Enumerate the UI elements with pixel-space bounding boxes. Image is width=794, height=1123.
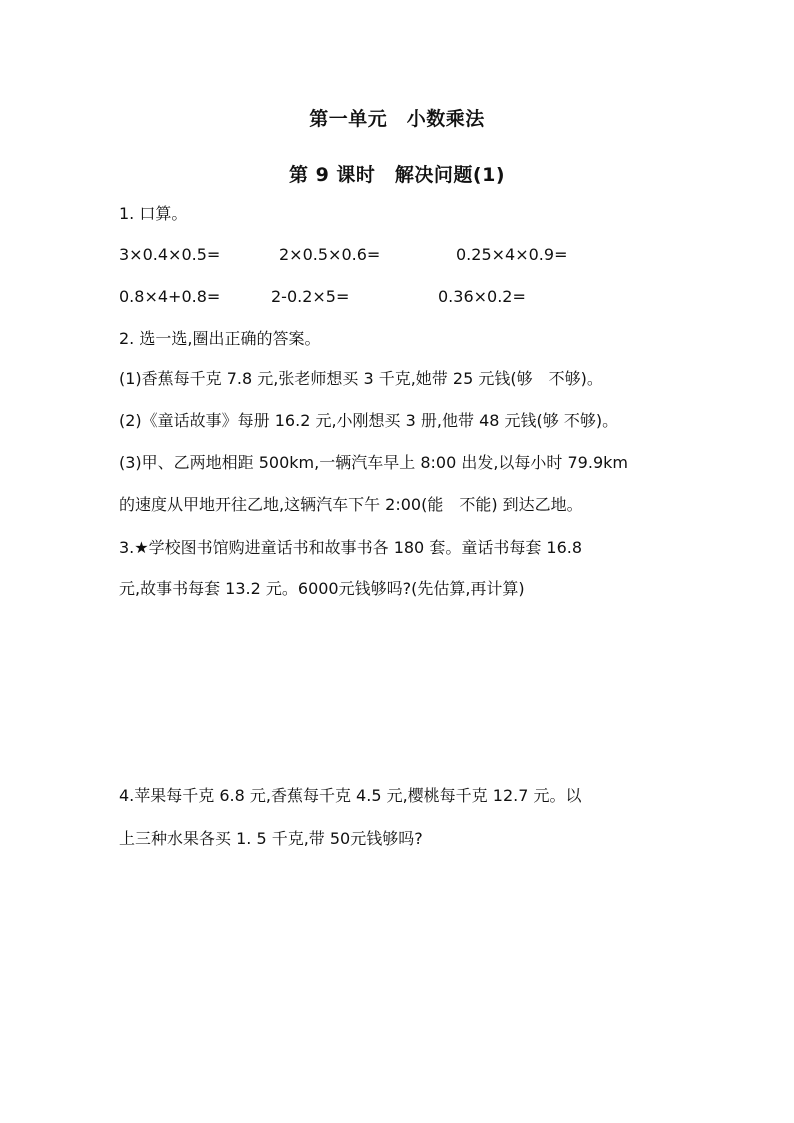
question-3-line-2: 元,故事书每套 13.2 元。6000元钱够吗?(先估算,再计算) — [119, 579, 525, 598]
lesson-title: 第 9 课时 解决问题(1) — [288, 164, 506, 186]
question-3-line-1: 3.★学校图书馆购进童话书和故事书各 180 套。童话书每套 16.8 — [119, 538, 583, 557]
calc-item: 2×0.5×0.6= — [279, 245, 381, 264]
question-2-heading: 2. 选一选,圈出正确的答案。 — [119, 329, 321, 348]
unit-title: 第一单元 小数乘法 — [309, 108, 485, 130]
question-1-heading: 1. 口算。 — [119, 204, 188, 223]
calc-item: 0.8×4+0.8= — [119, 287, 221, 306]
question-2-item-3: (3)甲、乙两地相距 500km,一辆汽车早上 8:00 出发,以每小时 79.9km — [119, 453, 628, 472]
question-4-line-1: 4.苹果每千克 6.8 元,香蕉每千克 4.5 元,樱桃每千克 12.7 元。以 — [119, 786, 582, 805]
calc-item: 0.36×0.2= — [438, 287, 526, 306]
question-2-item-2: (2)《童话故事》每册 16.2 元,小刚想买 3 册,他带 48 元钱(够 不够)。 — [119, 411, 619, 430]
question-2-item-1: (1)香蕉每千克 7.8 元,张老师想买 3 千克,她带 25 元钱(够 不够)。 — [119, 369, 603, 388]
question-4-line-2: 上三种水果各买 1. 5 千克,带 50元钱够吗? — [119, 829, 423, 848]
calc-item: 2-0.2×5= — [271, 287, 350, 306]
question-2-item-3-continued: 的速度从甲地开往乙地,这辆汽车下午 2:00(能 不能) 到达乙地。 — [119, 495, 583, 514]
calc-item: 0.25×4×0.9= — [456, 245, 568, 264]
calc-item: 3×0.4×0.5= — [119, 245, 221, 264]
